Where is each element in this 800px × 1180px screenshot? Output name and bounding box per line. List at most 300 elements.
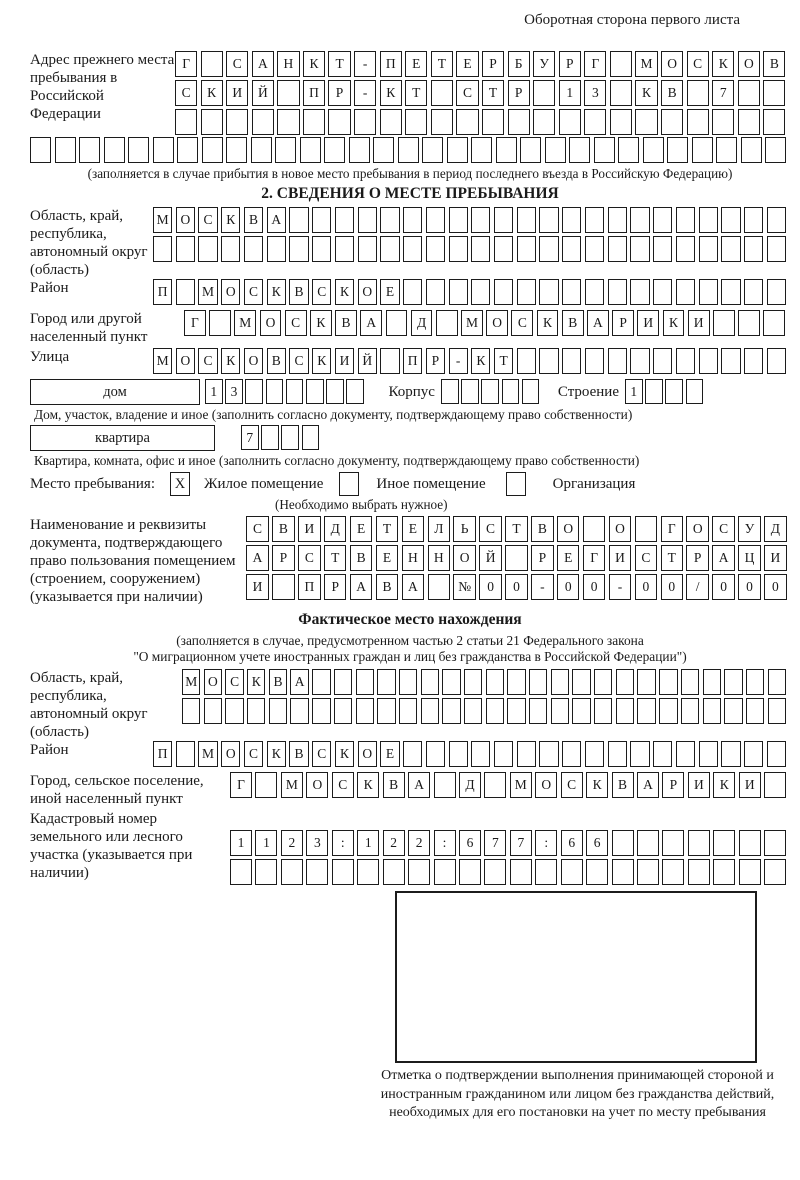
char-cell: М	[635, 51, 657, 77]
char-cell	[665, 379, 683, 404]
char-cell: С	[456, 80, 478, 106]
prev-address-boxes-row1[interactable]	[175, 51, 789, 77]
char-cell	[688, 830, 710, 856]
char-cell	[334, 698, 352, 724]
char-cell	[721, 279, 740, 305]
section2-title: 2. СВЕДЕНИЯ О МЕСТЕ ПРЕБЫВАНИЯ	[261, 185, 559, 202]
char-cell	[529, 669, 547, 695]
char-cell: В	[269, 669, 287, 695]
char-cell: 6	[586, 830, 608, 856]
char-cell: Й	[252, 80, 274, 106]
region-boxes-row1[interactable]	[153, 207, 790, 233]
char-cell	[398, 137, 419, 163]
char-cell	[507, 698, 525, 724]
char-cell	[507, 669, 525, 695]
char-cell	[653, 207, 672, 233]
char-cell	[608, 236, 627, 262]
char-cell: Т	[661, 545, 684, 571]
char-cell	[699, 207, 718, 233]
region-boxes-row2[interactable]	[153, 236, 790, 262]
char-cell: М	[153, 348, 172, 374]
char-cell	[496, 137, 517, 163]
char-cell	[251, 137, 272, 163]
char-cell: С	[244, 279, 263, 305]
char-cell	[612, 859, 634, 885]
char-cell	[302, 425, 320, 450]
char-cell	[764, 830, 786, 856]
char-cell	[616, 669, 634, 695]
char-cell	[494, 236, 513, 262]
cadastral-boxes-row2[interactable]	[230, 859, 790, 885]
char-cell: 2	[408, 830, 430, 856]
char-cell	[676, 236, 695, 262]
char-cell: С	[198, 348, 217, 374]
char-cell	[399, 698, 417, 724]
char-cell	[354, 109, 376, 135]
char-cell	[767, 207, 786, 233]
char-cell: К	[303, 51, 325, 77]
prev-address-boxes-row4[interactable]	[30, 137, 790, 163]
char-cell: О	[221, 741, 240, 767]
char-cell	[744, 207, 763, 233]
actual-region-field	[30, 669, 790, 741]
char-cell	[486, 669, 504, 695]
prev-address-boxes-row3[interactable]	[175, 109, 789, 135]
char-cell: 0	[505, 574, 528, 600]
char-cell	[562, 279, 581, 305]
char-cell: 3	[584, 80, 606, 106]
char-cell	[281, 425, 299, 450]
char-cell: С	[175, 80, 197, 106]
char-cell: 0	[661, 574, 684, 600]
char-cell	[681, 669, 699, 695]
char-cell	[645, 379, 663, 404]
char-cell: -	[531, 574, 554, 600]
char-cell: Р	[272, 545, 295, 571]
prev-address-label: Адрес прежнего места пребывания в Российской Федерации	[30, 52, 175, 122]
char-cell	[637, 698, 655, 724]
char-cell	[312, 207, 331, 233]
char-cell: 7	[241, 425, 259, 450]
char-cell: О	[244, 348, 263, 374]
char-cell	[306, 379, 324, 404]
char-cell	[713, 859, 735, 885]
char-cell	[261, 425, 279, 450]
char-cell	[768, 669, 786, 695]
char-cell	[653, 741, 672, 767]
char-cell	[744, 348, 763, 374]
char-cell	[380, 348, 399, 374]
actual-region-boxes-row2[interactable]	[182, 698, 789, 724]
char-cell	[721, 207, 740, 233]
char-cell	[403, 279, 422, 305]
char-cell	[403, 207, 422, 233]
char-cell	[494, 741, 513, 767]
char-cell: А	[360, 310, 382, 336]
char-cell	[358, 207, 377, 233]
char-cell	[373, 137, 394, 163]
char-cell	[608, 348, 627, 374]
char-cell: М	[198, 279, 217, 305]
char-cell: В	[531, 516, 554, 542]
char-cell	[230, 859, 252, 885]
char-cell	[676, 207, 695, 233]
char-cell	[763, 80, 785, 106]
char-cell	[721, 741, 740, 767]
char-cell: 7	[712, 80, 734, 106]
stay-type-label: Место пребывания:	[30, 475, 155, 492]
char-cell	[517, 207, 536, 233]
char-cell: М	[182, 669, 200, 695]
char-cell: С	[298, 545, 321, 571]
char-cell: В	[267, 348, 286, 374]
char-cell: Б	[508, 51, 530, 77]
confirmation-stamp-box	[395, 891, 757, 1063]
char-cell	[724, 669, 742, 695]
char-cell: И	[335, 348, 354, 374]
district-label: Район	[30, 280, 69, 296]
char-cell	[703, 698, 721, 724]
char-cell: Д	[764, 516, 787, 542]
char-cell	[255, 772, 277, 798]
char-cell: С	[244, 741, 263, 767]
char-cell	[630, 348, 649, 374]
prev-address-field	[30, 51, 790, 137]
char-cell	[471, 236, 490, 262]
char-cell	[461, 379, 479, 404]
char-cell: 0	[635, 574, 658, 600]
char-cell: А	[402, 574, 425, 600]
char-cell: 0	[738, 574, 761, 600]
city-label: Город или другой населенный пункт	[30, 311, 148, 345]
char-cell: И	[298, 516, 321, 542]
char-cell	[434, 859, 456, 885]
char-cell: К	[635, 80, 657, 106]
char-cell	[386, 310, 408, 336]
char-cell: Г	[184, 310, 206, 336]
char-cell: С	[289, 348, 308, 374]
char-cell: В	[562, 310, 584, 336]
char-cell	[436, 310, 458, 336]
document-boxes-row2[interactable]	[246, 545, 790, 571]
char-cell	[289, 236, 308, 262]
char-cell	[667, 137, 688, 163]
house-number-boxes[interactable]	[205, 379, 367, 404]
char-cell	[767, 348, 786, 374]
actual-district-boxes[interactable]	[153, 741, 790, 767]
char-cell	[699, 741, 718, 767]
char-cell: В	[289, 279, 308, 305]
char-cell	[653, 279, 672, 305]
char-cell: О	[260, 310, 282, 336]
char-cell: Л	[428, 516, 451, 542]
char-cell: Г	[584, 51, 606, 77]
char-cell	[128, 137, 149, 163]
char-cell	[456, 109, 478, 135]
char-cell	[594, 137, 615, 163]
char-cell	[744, 279, 763, 305]
char-cell: С	[312, 741, 331, 767]
char-cell: К	[537, 310, 559, 336]
char-cell	[275, 137, 296, 163]
char-cell	[764, 859, 786, 885]
char-cell	[551, 669, 569, 695]
char-cell: У	[738, 516, 761, 542]
char-cell	[449, 207, 468, 233]
char-cell: Е	[402, 516, 425, 542]
char-cell	[289, 207, 308, 233]
char-cell: Р	[482, 51, 504, 77]
stay-type-residential-checkbox[interactable]: X	[170, 472, 190, 496]
char-cell: Р	[686, 545, 709, 571]
char-cell	[177, 137, 198, 163]
char-cell: С	[635, 545, 658, 571]
stay-type-residential-label: Жилое помещение	[204, 475, 324, 492]
char-cell: М	[153, 207, 172, 233]
cadastral-boxes-row1[interactable]	[230, 830, 790, 856]
char-cell: Р	[531, 545, 554, 571]
char-cell	[303, 109, 325, 135]
char-cell: 3	[306, 830, 328, 856]
cadastral-field	[30, 810, 790, 888]
char-cell	[517, 279, 536, 305]
stroenie-label: Строение	[557, 384, 619, 400]
document-field	[30, 516, 790, 606]
char-cell: П	[403, 348, 422, 374]
char-cell	[405, 109, 427, 135]
char-cell	[562, 207, 581, 233]
char-cell	[586, 859, 608, 885]
region-label: Область, край, республика, автономный округ (область)	[30, 208, 148, 278]
char-cell: В	[289, 741, 308, 767]
char-cell: К	[267, 741, 286, 767]
char-cell: К	[310, 310, 332, 336]
district-field	[30, 279, 790, 308]
char-cell	[539, 348, 558, 374]
char-cell	[449, 236, 468, 262]
char-cell: Р	[426, 348, 445, 374]
char-cell	[510, 859, 532, 885]
char-cell: О	[176, 348, 195, 374]
street-boxes[interactable]	[153, 348, 790, 374]
char-cell: 3	[225, 379, 243, 404]
char-cell	[610, 51, 632, 77]
char-cell	[608, 741, 627, 767]
char-cell	[290, 698, 308, 724]
char-cell: В	[376, 574, 399, 600]
char-cell: А	[246, 545, 269, 571]
char-cell: 7	[484, 830, 506, 856]
char-cell: О	[535, 772, 557, 798]
char-cell	[403, 236, 422, 262]
char-cell: О	[557, 516, 580, 542]
char-cell	[594, 698, 612, 724]
char-cell	[255, 859, 277, 885]
char-cell: :	[434, 830, 456, 856]
char-cell	[767, 279, 786, 305]
char-cell	[335, 236, 354, 262]
char-cell: Т	[405, 80, 427, 106]
char-cell	[767, 236, 786, 262]
char-cell: Г	[230, 772, 252, 798]
char-cell: О	[738, 51, 760, 77]
house-box[interactable]: дом	[30, 379, 200, 405]
char-cell: А	[712, 545, 735, 571]
char-cell: П	[153, 279, 172, 305]
char-cell	[426, 279, 445, 305]
char-cell: Ц	[738, 545, 761, 571]
char-cell: Р	[508, 80, 530, 106]
char-cell: П	[380, 51, 402, 77]
char-cell	[464, 669, 482, 695]
char-cell: Е	[376, 545, 399, 571]
char-cell	[585, 236, 604, 262]
char-cell: А	[408, 772, 430, 798]
char-cell: -	[609, 574, 632, 600]
char-cell	[225, 698, 243, 724]
char-cell	[326, 379, 344, 404]
city-boxes[interactable]	[184, 310, 789, 336]
apartment-number-boxes[interactable]	[241, 425, 322, 450]
char-cell: -	[449, 348, 468, 374]
char-cell: К	[357, 772, 379, 798]
char-cell	[358, 236, 377, 262]
char-cell: 0	[712, 574, 735, 600]
char-cell	[247, 698, 265, 724]
char-cell	[201, 51, 223, 77]
char-cell	[716, 137, 737, 163]
char-cell	[505, 545, 528, 571]
char-cell	[380, 207, 399, 233]
char-cell	[585, 207, 604, 233]
char-cell	[447, 137, 468, 163]
stay-type-organization-checkbox[interactable]	[506, 472, 526, 496]
char-cell	[659, 698, 677, 724]
char-cell	[703, 669, 721, 695]
char-cell: Е	[380, 741, 399, 767]
char-cell	[562, 741, 581, 767]
char-cell	[332, 859, 354, 885]
char-cell	[449, 279, 468, 305]
char-cell	[608, 207, 627, 233]
char-cell	[324, 137, 345, 163]
document-boxes-row1[interactable]	[246, 516, 790, 542]
char-cell	[763, 310, 785, 336]
apartment-row	[30, 425, 790, 453]
char-cell	[630, 236, 649, 262]
char-cell	[286, 379, 304, 404]
char-cell	[300, 137, 321, 163]
char-cell: С	[225, 669, 243, 695]
district-boxes[interactable]	[153, 279, 790, 305]
actual-location-title: Фактическое место нахождения	[298, 611, 522, 628]
char-cell: Р	[662, 772, 684, 798]
char-cell	[676, 279, 695, 305]
char-cell	[176, 236, 195, 262]
stay-type-organization-label: Организация	[552, 475, 636, 492]
prev-address-boxes-row2[interactable]	[175, 80, 789, 106]
char-cell: 2	[383, 830, 405, 856]
char-cell: О	[486, 310, 508, 336]
char-cell	[464, 698, 482, 724]
stroenie-boxes[interactable]	[625, 379, 706, 404]
char-cell: Т	[328, 51, 350, 77]
char-cell	[699, 236, 718, 262]
char-cell	[421, 669, 439, 695]
char-cell	[209, 310, 231, 336]
char-cell	[328, 109, 350, 135]
korpus-boxes[interactable]	[441, 379, 542, 404]
char-cell: О	[358, 741, 377, 767]
char-cell	[431, 80, 453, 106]
char-cell: К	[267, 279, 286, 305]
char-cell	[221, 236, 240, 262]
char-cell	[520, 137, 541, 163]
actual-city-boxes[interactable]	[230, 772, 790, 798]
char-cell	[662, 830, 684, 856]
char-cell	[616, 698, 634, 724]
char-cell	[744, 236, 763, 262]
char-cell: С	[246, 516, 269, 542]
char-cell	[403, 741, 422, 767]
apartment-box[interactable]: квартира	[30, 425, 215, 451]
char-cell: Т	[324, 545, 347, 571]
char-cell: О	[221, 279, 240, 305]
char-cell: С	[712, 516, 735, 542]
char-cell: №	[453, 574, 476, 600]
char-cell	[176, 279, 195, 305]
document-boxes-row3[interactable]	[246, 574, 790, 600]
char-cell: Н	[277, 51, 299, 77]
char-cell: :	[535, 830, 557, 856]
char-cell: -	[354, 51, 376, 77]
char-cell: К	[312, 348, 331, 374]
char-cell	[442, 698, 460, 724]
char-cell: 0	[764, 574, 787, 600]
char-cell	[346, 379, 364, 404]
char-cell: Й	[479, 545, 502, 571]
char-cell: К	[380, 80, 402, 106]
stay-type-other-checkbox[interactable]	[339, 472, 359, 496]
char-cell: 6	[459, 830, 481, 856]
char-cell	[182, 698, 200, 724]
apartment-caption: Квартира, комната, офис и иное (заполнить согласно документу, подтверждающему право собственности)	[34, 453, 640, 468]
char-cell	[630, 741, 649, 767]
char-cell	[594, 669, 612, 695]
char-cell	[739, 859, 761, 885]
char-cell	[539, 741, 558, 767]
char-cell	[508, 109, 530, 135]
char-cell	[744, 741, 763, 767]
char-cell	[486, 698, 504, 724]
char-cell	[428, 574, 451, 600]
char-cell	[539, 279, 558, 305]
actual-region-label: Область, край, республика, автономный округ (область)	[30, 670, 148, 740]
char-cell	[522, 379, 540, 404]
char-cell: И	[739, 772, 761, 798]
char-cell: К	[221, 207, 240, 233]
char-cell: Е	[380, 279, 399, 305]
char-cell: В	[763, 51, 785, 77]
char-cell: А	[637, 772, 659, 798]
char-cell	[334, 669, 352, 695]
char-cell	[562, 236, 581, 262]
char-cell	[244, 236, 263, 262]
char-cell	[545, 137, 566, 163]
char-cell: С	[687, 51, 709, 77]
char-cell	[104, 137, 125, 163]
actual-region-boxes-row1[interactable]	[182, 669, 789, 695]
